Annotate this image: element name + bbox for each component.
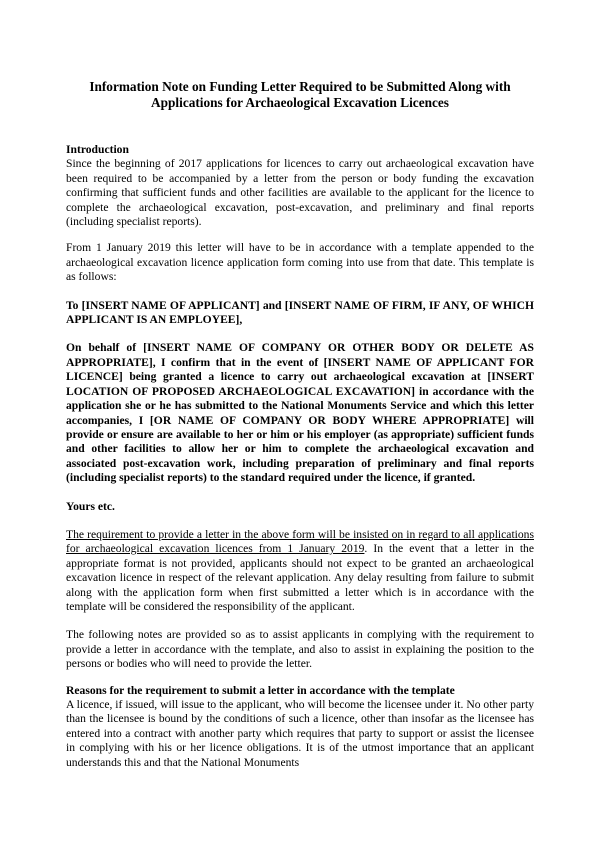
template-addressee: To [INSERT NAME OF APPLICANT] and [INSERT NAME OF FIRM, IF ANY, OF WHICH APPLICANT IS AN EMPLOYEE], [66,298,534,327]
title-line-1: Information Note on Funding Letter Required to be Submitted Along with [89,79,511,94]
notes-paragraph: The following notes are provided so as to assist applicants in complying with the requirement to provide a letter in accordance with the template, and also to assist in explaining the position to the persons or bodies who will need to provide the letter. [66,628,534,671]
requirement-paragraph [66,528,534,614]
introduction-paragraph: Since the beginning of 2017 applications for licences to carry out archaeological excavation have been required to be accompanied by a letter from the person or body funding the excavation confirming that sufficient funds and other facilities are available to the applicant for the licence to complete the archaeological excavation, post-excavation, and preliminary and final reports (including specialist reports). [66,157,534,229]
template-signoff: Yours etc. [66,499,115,513]
introduction-heading: Introduction [66,143,129,156]
requirement-rest: . In the event that a letter in the appropriate format is not provided, applicants should not expect to be granted an archaeological excavation licence in respect of the relevant application. Any delay resulting from failure to submit along with the application form when first submitted a letter which is in accordance with the template will be considered the responsibility of the applicant. [66,542,534,613]
document-title [66,79,534,111]
template-intro-paragraph: From 1 January 2019 this letter will have to be in accordance with a template appended to the archaeological excavation licence application form coming into use from that date. This template is as follows: [66,241,534,284]
document-page [66,79,534,770]
template-body: On behalf of [INSERT NAME OF COMPANY OR OTHER BODY OR DELETE AS APPROPRIATE], I confirm that in the event of [INSERT NAME OF APPLICANT FOR LICENCE] being granted a licence to carry out archaeological excavation at [INSERT LOCATION OF PROPOSED ARCHAEOLOGICAL EXCAVATION] in accordance with the application she or he has submitted to the National Monuments Service and which this letter accompanies, I [OR NAME OF COMPANY OR BODY WHERE APPROPRIATE] will provide or ensure are available to her or him or his employer (as appropriate) sufficient funds and other facilities to allow her or him to complete the archaeological excavation and associated post-excavation work, including preparation of preliminary and final reports (including specialist reports) to the standard required under the licence, if granted. [66,341,534,485]
reasons-paragraph: A licence, if issued, will issue to the applicant, who will become the licensee under it. No other party than the licensee is bound by the conditions of such a licence, other than insofar as the licensee has entered into a contract with another party which requires that party to support or assist the licensee in complying with his or her licence obligations. It is of the utmost importance that an applicant understands this and that the National Monuments [66,698,534,769]
reasons-heading: Reasons for the requirement to submit a letter in accordance with the template [66,683,455,697]
title-line-2: Applications for Archaeological Excavation Licences [151,95,449,110]
requirement-underlined: The requirement to provide a letter in the above form will be insisted on in regard to all applications for archaeological excavation licences from 1 January 2019 [66,527,534,556]
